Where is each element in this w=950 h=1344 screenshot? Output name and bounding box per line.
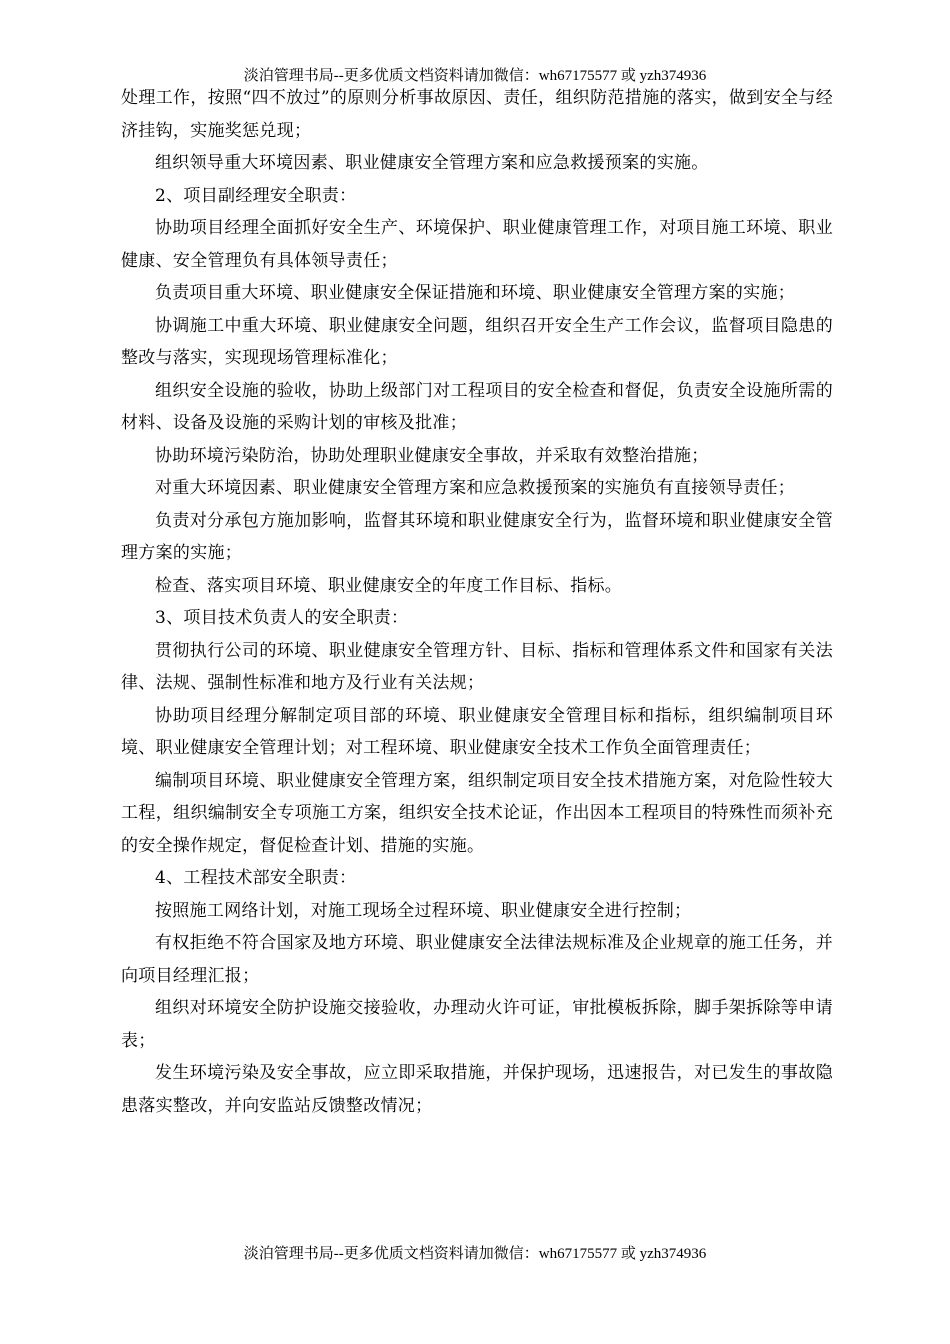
paragraph: 协助项目经理全面抓好安全生产、环境保护、职业健康管理工作，对项目施工环境、职业健康、安全管理负有具体领导责任； [121,218,833,271]
paragraph: 负责项目重大环境、职业健康安全保证措施和环境、职业健康安全管理方案的实施； [155,283,796,303]
section-heading-technical-lead: 3、项目技术负责人的安全职责： [155,608,409,628]
paragraph: 检查、落实项目环境、职业健康安全的年度工作目标、指标。 [155,575,623,596]
paragraph: 协调施工中重大环境、职业健康安全问题，组织召开安全生产工作会议，监督项目隐患的整改与落实，实现现场管理标准化； [121,315,833,368]
paragraph: 组织安全设施的验收，协助上级部门对工程项目的安全检查和督促，负责安全设施所需的材料、设备及设施的采购计划的审核及批准； [121,380,833,433]
paragraph: 组织领导重大环境因素、职业健康安全管理方案和应急救援预案的实施。 [155,153,709,173]
paragraph-continued: 处理工作，按照“四不放过”的原则分析事故原因、责任，组织防范措施的落实，做到安全与经济挂钩，实施奖惩兑现； [121,88,833,141]
page-footer: 淡泊管理书局--更多优质文档资料请加微信：wh67175577 或 yzh374936 [243,1246,707,1262]
paragraph: 组织对环境安全防护设施交接验收，办理动火许可证，审批模板拆除，脚手架拆除等申请表； [121,998,833,1051]
paragraph: 按照施工网络计划，对施工现场全过程环境、职业健康安全进行控制； [155,900,692,921]
page-header: 淡泊管理书局--更多优质文档资料请加微信：wh67175577 或 yzh374936 [243,68,707,84]
paragraph: 编制项目环境、职业健康安全管理方案，组织制定项目安全技术措施方案，对危险性较大工程，组织编制安全专项施工方案，组织安全技术论证，作出因本工程项目的特殊性而须补充的安全操作规定，督促检查计划、措施的实施。 [121,770,833,856]
paragraph: 发生环境污染及安全事故，应立即采取措施，并保护现场，迅速报告，对已发生的事故隐患落实整改，并向安监站反馈整改情况； [121,1063,833,1116]
paragraph: 负责对分承包方施加影响，监督其环境和职业健康安全行为，监督环境和职业健康安全管理方案的实施； [121,510,833,563]
paragraph: 有权拒绝不符合国家及地方环境、职业健康安全法律法规标准及企业规章的施工任务，并向项目经理汇报； [121,933,833,986]
paragraph: 对重大环境因素、职业健康安全管理方案和应急救援预案的实施负有直接领导责任； [155,478,796,498]
section-heading-engineering-dept: 4、工程技术部安全职责： [155,868,357,888]
paragraph: 协助项目经理分解制定项目部的环境、职业健康安全管理目标和指标，组织编制项目环境、职业健康安全管理计划；对工程环境、职业健康安全技术工作负全面管理责任； [121,705,833,758]
paragraph: 协助环境污染防治，协助处理职业健康安全事故，并采取有效整治措施； [155,445,709,466]
document-body [121,82,833,1122]
section-heading-deputy-manager: 2、项目副经理安全职责： [155,185,357,206]
paragraph: 贯彻执行公司的环境、职业健康安全管理方针、目标、指标和管理体系文件和国家有关法律、法规、强制性标准和地方及行业有关法规； [121,640,833,693]
